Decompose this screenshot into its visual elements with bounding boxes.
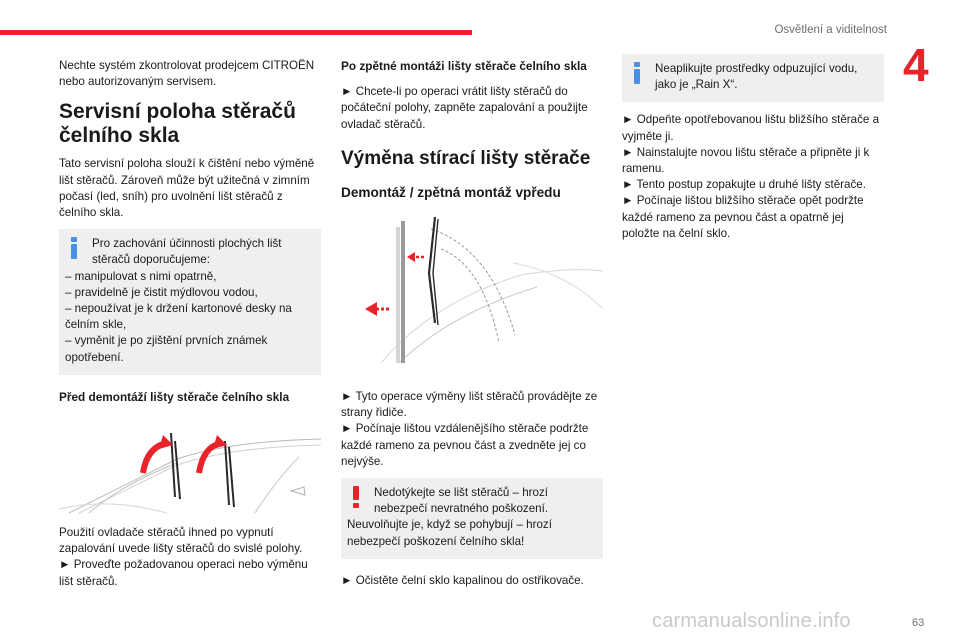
note-item: – vyměnit je po zjištění prvních známek opotřebení. — [65, 334, 268, 364]
warning-icon — [348, 485, 364, 509]
before-removal-heading: Před demontáží lišty stěrače čelního skla — [59, 389, 290, 404]
intro-text: Nechte systém zkontrolovat prodejcem CITROËN nebo autorizovaným servisem. — [59, 59, 315, 89]
lift-arm-step: ► Počínaje lištou vzdálenějšího stěrače podržte každé rameno za pevnou část a zvedněte jej co nejvýše. — [341, 422, 589, 468]
note-lead: Pro zachování účinnosti plochých lišt stěračů doporučujeme: — [92, 237, 282, 267]
before-removal-text: Použití ovladače stěračů ihned po vypnutí zapalování uvede lišty stěračů do svislé polohy. — [59, 526, 303, 556]
clean-windscreen-step: ► Očistěte čelní sklo kapalinou do ostřikovače. — [341, 573, 584, 587]
column-3 — [622, 58, 884, 242]
install-blade-step: ► Nainstalujte novou lištu stěrače a připněte ji k ramenu. — [622, 145, 870, 176]
column-1 — [59, 58, 321, 590]
wipers-vertical-illustration — [59, 413, 321, 515]
section-title: Osvětlení a viditelnost — [774, 24, 887, 36]
watermark: carmanualsonline.info — [652, 610, 851, 632]
note-item: – pravidelně je čistit mýdlovou vodou, — [65, 285, 258, 299]
driver-side-step: ► Tyto operace výměny lišt stěračů provádějte ze strany řidiče. — [341, 390, 598, 420]
page-number: 63 — [912, 617, 925, 629]
warning-lead: Nedotýkejte se lišt stěračů – hrozí nebezpečí nevratného poškození. — [374, 486, 549, 516]
front-removal-heading: Demontáž / zpětná montáž vpředu — [341, 184, 561, 200]
column-2 — [341, 58, 603, 589]
rain-x-note: Neaplikujte prostředky odpuzující vodu, jako je „Rain X“. — [655, 62, 858, 92]
info-note-rain-x — [622, 54, 884, 102]
note-item: – manipulovat s nimi opatrně, — [65, 269, 217, 283]
repeat-step: ► Tento postup zopakujte u druhé lišty stěrače. — [622, 178, 866, 192]
after-refit-step: ► Chcete-li po operaci vrátit lišty stěračů do počáteční polohy, zapněte zapalování a použijte ovladač stěračů. — [341, 85, 588, 131]
service-position-heading: Servisní poloha stěračů čelního skla — [59, 100, 296, 148]
warning-note — [341, 478, 603, 559]
warning-rest: Neuvolňujte je, když se pohybují – hrozí nebezpečí poškození čelního skla! — [347, 518, 552, 548]
chapter-number: 4 — [903, 39, 929, 91]
front-wiper-lift-illustration — [341, 213, 603, 379]
header-accent-bar — [0, 30, 472, 35]
before-removal-step: ► Proveďte požadovanou operaci nebo výměnu lišt stěračů. — [59, 558, 308, 588]
lower-arms-step: ► Počínaje lištou bližšího stěrače opět podržte každé rameno za pevnou část a opatrně jej položte na čelní sklo. — [622, 194, 864, 240]
service-position-text: Tato servisní poloha slouží k čištění nebo výměně lišt stěračů. Zároveň může být užitečná v zimním počasí (led, sníh) pro uvolnění lišt stěračů z čelního skla. — [59, 157, 315, 220]
info-icon — [66, 236, 82, 260]
remove-blade-step: ► Odpeňte opotřebovanou lištu bližšího stěrače a vyjměte ji. — [622, 113, 880, 143]
blade-replacement-heading: Výměna stírací lišty stěrače — [341, 147, 591, 169]
after-refit-heading: Po zpětné montáži lišty stěrače čelního skla — [341, 59, 587, 73]
note-item: – nepoužívat je k držení kartonové desky na čelním skle, — [65, 302, 292, 332]
info-icon — [629, 61, 645, 85]
info-note — [59, 229, 321, 375]
